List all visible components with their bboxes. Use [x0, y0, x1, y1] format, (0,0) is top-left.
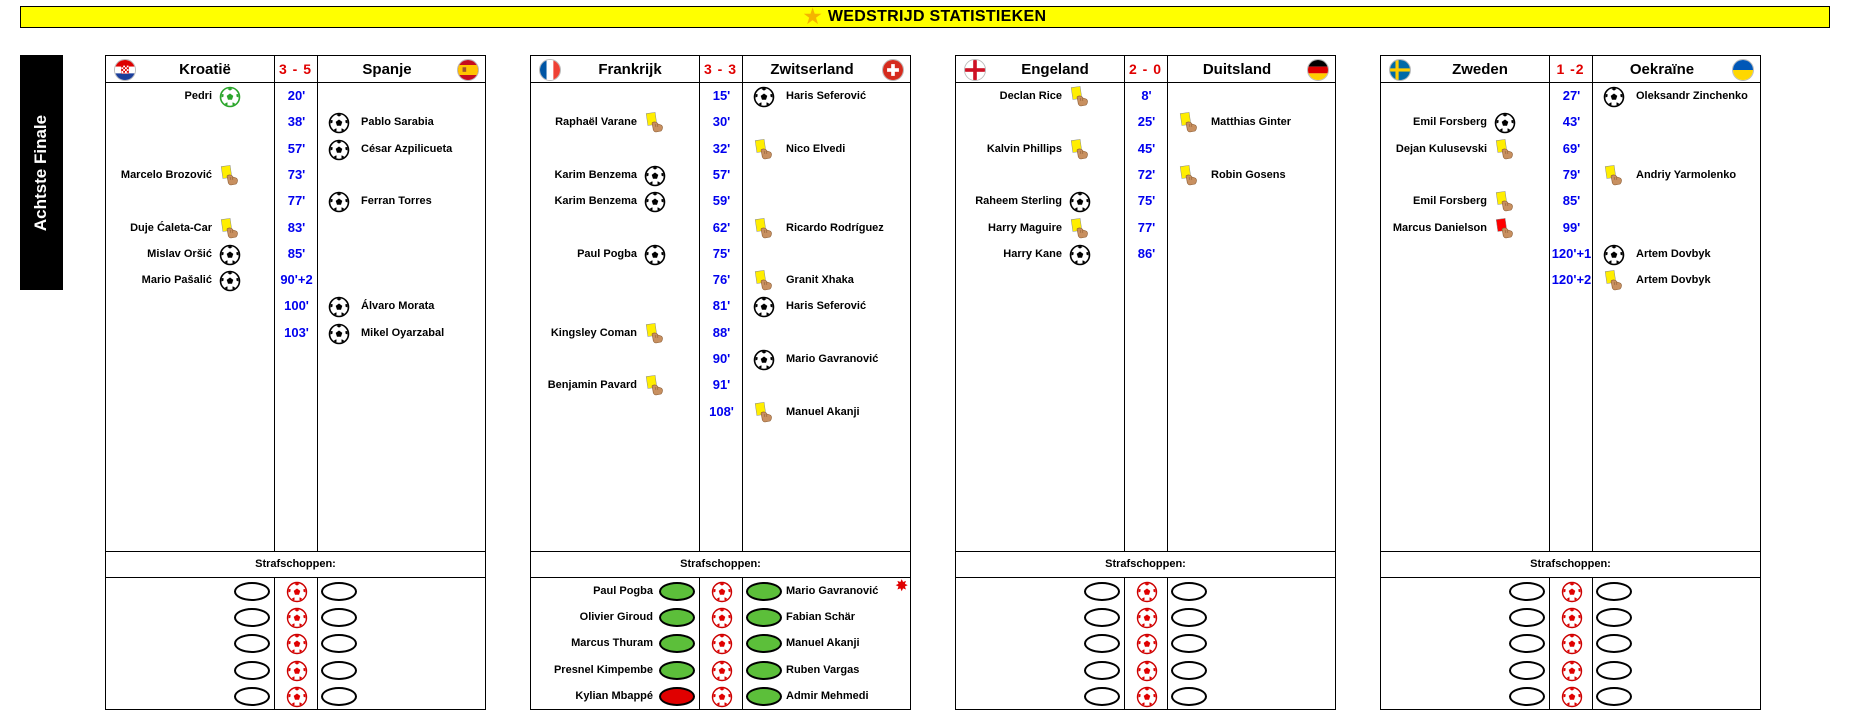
event-minute: 108' [709, 403, 734, 419]
home-penalty-result [1509, 634, 1545, 653]
penalty-ball-icon [286, 581, 308, 603]
penalties-title: Strafschoppen: [680, 558, 761, 570]
event-row [531, 399, 910, 425]
player-name: Mikel Oyarzabal [361, 326, 445, 339]
sweden-flag-icon [1389, 59, 1411, 81]
player-name: Haris Seferović [786, 90, 867, 102]
event-minute: 73' [287, 166, 306, 182]
page-title-bar [20, 6, 1830, 28]
away-penalty-result [1596, 582, 1632, 601]
player-name: Karim Benzema [554, 168, 637, 181]
yellow-card-icon [1494, 139, 1516, 161]
event-row [531, 267, 910, 293]
penalty-ball-icon [1561, 633, 1583, 655]
soccer-ball-icon [1069, 244, 1091, 266]
event-minute: 45' [1137, 140, 1156, 156]
event-minute: 30' [712, 114, 731, 130]
yellow-card-icon [1069, 139, 1091, 161]
yellow-card-icon [1069, 218, 1091, 240]
match-score: 1 -2 [1556, 61, 1585, 77]
penalty-ball-icon [1561, 686, 1583, 708]
yellow-card-icon [1178, 112, 1200, 134]
penalty-row [1381, 657, 1760, 683]
event-row [956, 83, 1335, 109]
event-minute: 90'+2 [280, 272, 313, 288]
event-row [1381, 188, 1760, 214]
yellow-card-icon [753, 270, 775, 292]
penalty-taker-away: Manuel Akanji [786, 637, 860, 650]
event-row [531, 346, 910, 372]
soccer-ball-icon [1494, 112, 1516, 134]
penalty-row [1381, 630, 1760, 656]
player-name: Álvaro Morata [361, 300, 435, 313]
away-penalty-result [1171, 582, 1207, 601]
away-penalty-result [1171, 661, 1207, 680]
player-name: Declan Rice [999, 90, 1062, 102]
home-penalty-result [1084, 608, 1120, 627]
home-penalty-result [234, 661, 270, 680]
player-name: Mislav Oršić [147, 247, 212, 260]
soccer-ball-icon [328, 296, 350, 318]
yellow-card-icon [753, 402, 775, 424]
event-minute: 90' [712, 351, 731, 366]
event-minute: 85' [1562, 193, 1581, 209]
penalty-row [531, 578, 910, 604]
penalty-row [956, 630, 1335, 656]
player-name: Matthias Ginter [1211, 116, 1292, 129]
home-team-name: Zweden [1452, 60, 1508, 78]
player-name: Oleksandr Zinchenko [1636, 90, 1748, 102]
away-penalty-result [321, 634, 357, 653]
event-minute: 120'+1 [1551, 245, 1592, 261]
away-penalty-result [1596, 687, 1632, 706]
player-name: Raheem Sterling [975, 195, 1062, 208]
away-penalty-result [321, 608, 357, 627]
player-name: Granit Xhaka [786, 274, 854, 287]
penalty-row [531, 604, 910, 630]
home-penalty-result [234, 634, 270, 653]
event-row [106, 188, 485, 214]
yellow-card-icon [1603, 165, 1625, 187]
home-penalty-result [1084, 634, 1120, 653]
penalty-row [956, 604, 1335, 630]
yellow-card-icon [1494, 191, 1516, 213]
event-minute: 25' [1137, 114, 1156, 130]
player-name: Manuel Akanji [786, 405, 860, 418]
home-penalty-result [1509, 608, 1545, 627]
event-minute: 81' [712, 298, 731, 314]
penalty-row [956, 578, 1335, 604]
switzerland-flag-icon [882, 59, 904, 81]
yellow-card-icon [1603, 270, 1625, 292]
player-name: Robin Gosens [1211, 168, 1286, 181]
player-name: Mario Gavranović [786, 353, 879, 365]
event-minute: 15' [712, 88, 731, 103]
penalty-ball-icon [711, 686, 733, 708]
event-row [531, 136, 910, 162]
england-flag-icon [964, 59, 986, 81]
event-row [1381, 215, 1760, 241]
event-minute: 85' [287, 245, 306, 261]
player-name: Raphaël Varane [555, 116, 637, 129]
home-penalty-result [1509, 687, 1545, 706]
event-row [956, 162, 1335, 188]
player-name: Artem Dovbyk [1636, 247, 1711, 260]
event-minute: 77' [1137, 219, 1156, 235]
home-penalty-result [659, 661, 695, 680]
france-flag-icon [539, 59, 561, 81]
away-penalty-result [1171, 608, 1207, 627]
event-minute: 38' [287, 114, 306, 130]
event-minute: 59' [712, 193, 731, 209]
event-row [531, 109, 910, 135]
player-name: César Azpilicueta [361, 142, 453, 155]
penalty-row [531, 630, 910, 656]
event-row [531, 188, 910, 214]
penalty-taker-home: Olivier Giroud [579, 611, 653, 624]
away-penalty-result [321, 687, 357, 706]
match-panel [1380, 55, 1761, 710]
event-row [531, 83, 910, 109]
penalty-row [1381, 683, 1760, 709]
player-name: Kingsley Coman [550, 326, 637, 339]
penalty-ball-icon [1136, 633, 1158, 655]
penalty-ball-icon [1561, 660, 1583, 682]
penalty-taker-home: Paul Pogba [593, 585, 653, 597]
home-team-name: Engeland [1021, 60, 1089, 78]
penalty-row [956, 683, 1335, 709]
event-minute: 103' [284, 324, 309, 340]
event-minute: 91' [712, 377, 731, 393]
yellow-card-icon [644, 112, 666, 134]
event-minute: 100' [284, 298, 309, 314]
penalty-ball-icon [1136, 686, 1158, 708]
page-title: WEDSTRIJD STATISTIEKEN [827, 8, 1047, 25]
event-row [956, 109, 1335, 135]
player-name: Ferran Torres [361, 195, 432, 208]
event-row [1381, 267, 1760, 293]
penalty-ball-icon [286, 686, 308, 708]
penalty-row [106, 657, 485, 683]
event-row [106, 215, 485, 241]
penalties-title: Strafschoppen: [1530, 558, 1611, 570]
home-penalty-result [1084, 687, 1120, 706]
home-penalty-result [659, 582, 695, 601]
player-name: Paul Pogba [577, 247, 637, 260]
home-penalty-result [1509, 582, 1545, 601]
match-score: 3 - 3 [703, 61, 737, 77]
event-minute: 79' [1562, 166, 1581, 182]
event-row [956, 215, 1335, 241]
soccer-ball-icon [328, 323, 350, 345]
penalty-taker-home: Marcus Thuram [571, 637, 653, 650]
penalty-ball-icon [1561, 607, 1583, 629]
star-icon: ★ [803, 6, 822, 28]
penalty-ball-icon [286, 607, 308, 629]
away-penalty-result [1171, 634, 1207, 653]
event-minute: 83' [287, 219, 306, 235]
event-minute: 27' [1562, 88, 1581, 103]
event-row [106, 136, 485, 162]
penalty-row [106, 683, 485, 709]
home-penalty-result [1509, 661, 1545, 680]
yellow-card-icon [1069, 86, 1091, 108]
player-name: Marcelo Brozović [120, 168, 212, 181]
yellow-card-icon [644, 375, 666, 397]
away-penalty-result [746, 608, 782, 627]
player-name: Artem Dovbyk [1636, 274, 1711, 287]
home-penalty-result [659, 687, 695, 706]
away-team-name: Zwitserland [770, 60, 854, 78]
soccer-ball-icon [219, 270, 241, 292]
event-minute: 99' [1562, 219, 1581, 235]
player-name: Mario Pašalić [141, 274, 212, 287]
event-minute: 77' [287, 193, 306, 209]
penalties-title: Strafschoppen: [255, 558, 336, 570]
penalty-ball-icon [286, 660, 308, 682]
event-minute: 120'+2 [1551, 272, 1592, 288]
home-penalty-result [1084, 582, 1120, 601]
event-minute: 57' [712, 166, 731, 182]
soccer-ball-icon [328, 112, 350, 134]
penalty-ball-icon [711, 581, 733, 603]
event-row [1381, 162, 1760, 188]
event-row [106, 162, 485, 188]
away-penalty-result [746, 582, 782, 601]
yellow-card-icon [644, 323, 666, 345]
soccer-ball-icon [219, 244, 241, 266]
event-row [956, 136, 1335, 162]
event-row [1381, 83, 1760, 109]
home-team-name: Kroatië [179, 60, 231, 78]
penalty-ball-icon [711, 607, 733, 629]
penalty-row [1381, 578, 1760, 604]
home-penalty-result [234, 582, 270, 601]
penalty-ball-icon [711, 660, 733, 682]
event-minute: 72' [1137, 166, 1156, 182]
away-penalty-result [321, 661, 357, 680]
soccer-ball-icon [753, 86, 775, 108]
player-name: Ricardo Rodríguez [786, 221, 884, 234]
away-penalty-result [746, 661, 782, 680]
soccer-ball-icon [644, 191, 666, 213]
penalty-taker-away: Admir Mehmedi [786, 689, 869, 702]
event-minute: 32' [712, 140, 731, 156]
match-score: 3 - 5 [278, 61, 312, 77]
croatia-flag-icon [114, 59, 136, 81]
penalty-row [106, 578, 485, 604]
penalty-row [1381, 604, 1760, 630]
event-row [1381, 109, 1760, 135]
player-name: Karim Benzema [554, 195, 637, 208]
player-name: Andriy Yarmolenko [1636, 168, 1737, 181]
winner-star-icon: ✸ [895, 578, 909, 595]
player-name: Pablo Sarabia [361, 116, 434, 129]
penalty-ball-icon [1561, 581, 1583, 603]
event-minute: 62' [712, 219, 731, 235]
event-row [1381, 241, 1760, 267]
soccer-ball-icon [753, 349, 775, 371]
round-label-text: Achtste Finale [31, 114, 51, 231]
away-team-name: Duitsland [1202, 60, 1272, 78]
penalty-row [531, 683, 910, 709]
event-row [1381, 136, 1760, 162]
yellow-card-icon [219, 218, 241, 240]
penalty-ball-icon [1136, 607, 1158, 629]
home-penalty-result [234, 687, 270, 706]
soccer-ball-icon [753, 296, 775, 318]
away-team-name: Oekraïne [1629, 60, 1695, 78]
penalties-title: Strafschoppen: [1105, 558, 1186, 570]
soccer-ball-icon [1603, 244, 1625, 266]
penalty-ball-icon [1136, 660, 1158, 682]
player-name: Duje Ćaleta-Car [130, 221, 212, 234]
event-row [106, 267, 485, 293]
event-minute: 57' [287, 140, 306, 156]
home-penalty-result [234, 608, 270, 627]
player-name: Harry Kane [1003, 247, 1062, 260]
penalty-row [106, 604, 485, 630]
player-name: Nico Elvedi [786, 142, 846, 155]
event-row [531, 293, 910, 319]
event-row [531, 162, 910, 188]
soccer-ball-icon [1603, 86, 1625, 108]
away-penalty-result [746, 634, 782, 653]
player-name: Harry Maguire [988, 221, 1062, 234]
player-name: Emil Forsberg [1413, 116, 1487, 129]
away-penalty-result [1596, 661, 1632, 680]
event-row [956, 241, 1335, 267]
event-minute: 88' [712, 324, 731, 340]
penalty-ball-icon [711, 633, 733, 655]
round-label [20, 55, 63, 290]
player-name: Pedri [184, 90, 212, 102]
red-card-icon [1494, 218, 1516, 240]
event-minute: 86' [1137, 245, 1156, 261]
event-minute: 43' [1562, 114, 1581, 130]
player-name: Benjamin Pavard [547, 379, 637, 392]
penalty-row [106, 630, 485, 656]
soccer-ball-icon [328, 139, 350, 161]
event-row [956, 188, 1335, 214]
away-penalty-result [746, 687, 782, 706]
event-row [106, 293, 485, 319]
event-minute: 20' [287, 88, 306, 103]
event-row [531, 372, 910, 398]
event-minute: 75' [1137, 193, 1156, 209]
event-row [531, 241, 910, 267]
match-score: 2 - 0 [1128, 61, 1162, 77]
yellow-card-icon [753, 218, 775, 240]
germany-flag-icon [1307, 59, 1329, 81]
penalty-row [531, 657, 910, 683]
away-team-name: Spanje [362, 60, 412, 78]
home-penalty-result [1084, 661, 1120, 680]
own-goal-ball-icon [219, 86, 241, 108]
yellow-card-icon [219, 165, 241, 187]
soccer-ball-icon [644, 165, 666, 187]
away-penalty-result [1596, 634, 1632, 653]
penalty-row [956, 657, 1335, 683]
event-minute: 8' [1141, 88, 1152, 103]
event-minute: 75' [712, 245, 731, 261]
away-penalty-result [1171, 687, 1207, 706]
event-row [531, 215, 910, 241]
ukraine-flag-icon [1732, 59, 1754, 81]
event-row [106, 83, 485, 109]
soccer-ball-icon [1069, 191, 1091, 213]
match-panel [105, 55, 486, 710]
penalty-taker-away: Fabian Schär [786, 611, 856, 624]
penalty-taker-away: Ruben Vargas [786, 663, 860, 676]
event-row [531, 320, 910, 346]
away-penalty-result [1596, 608, 1632, 627]
home-team-name: Frankrijk [598, 60, 662, 78]
yellow-card-icon [753, 139, 775, 161]
player-name: Haris Seferović [786, 300, 867, 313]
penalty-ball-icon [1136, 581, 1158, 603]
player-name: Emil Forsberg [1413, 195, 1487, 208]
event-row [106, 241, 485, 267]
player-name: Kalvin Phillips [986, 142, 1062, 155]
match-panel [955, 55, 1336, 710]
home-penalty-result [659, 608, 695, 627]
home-penalty-result [659, 634, 695, 653]
event-row [106, 320, 485, 346]
event-row [106, 109, 485, 135]
penalty-taker-away: Mario Gavranović [786, 585, 879, 597]
event-minute: 76' [712, 272, 731, 288]
player-name: Marcus Danielson [1392, 221, 1487, 234]
player-name: Dejan Kulusevski [1395, 142, 1487, 155]
penalty-taker-home: Presnel Kimpembe [553, 663, 653, 676]
event-minute: 69' [1562, 140, 1581, 156]
soccer-ball-icon [644, 244, 666, 266]
spain-flag-icon [457, 59, 479, 81]
away-penalty-result [321, 582, 357, 601]
penalty-taker-home: Kylian Mbappé [575, 689, 653, 702]
soccer-ball-icon [328, 191, 350, 213]
penalty-ball-icon [286, 633, 308, 655]
match-panel [530, 55, 911, 710]
yellow-card-icon [1178, 165, 1200, 187]
